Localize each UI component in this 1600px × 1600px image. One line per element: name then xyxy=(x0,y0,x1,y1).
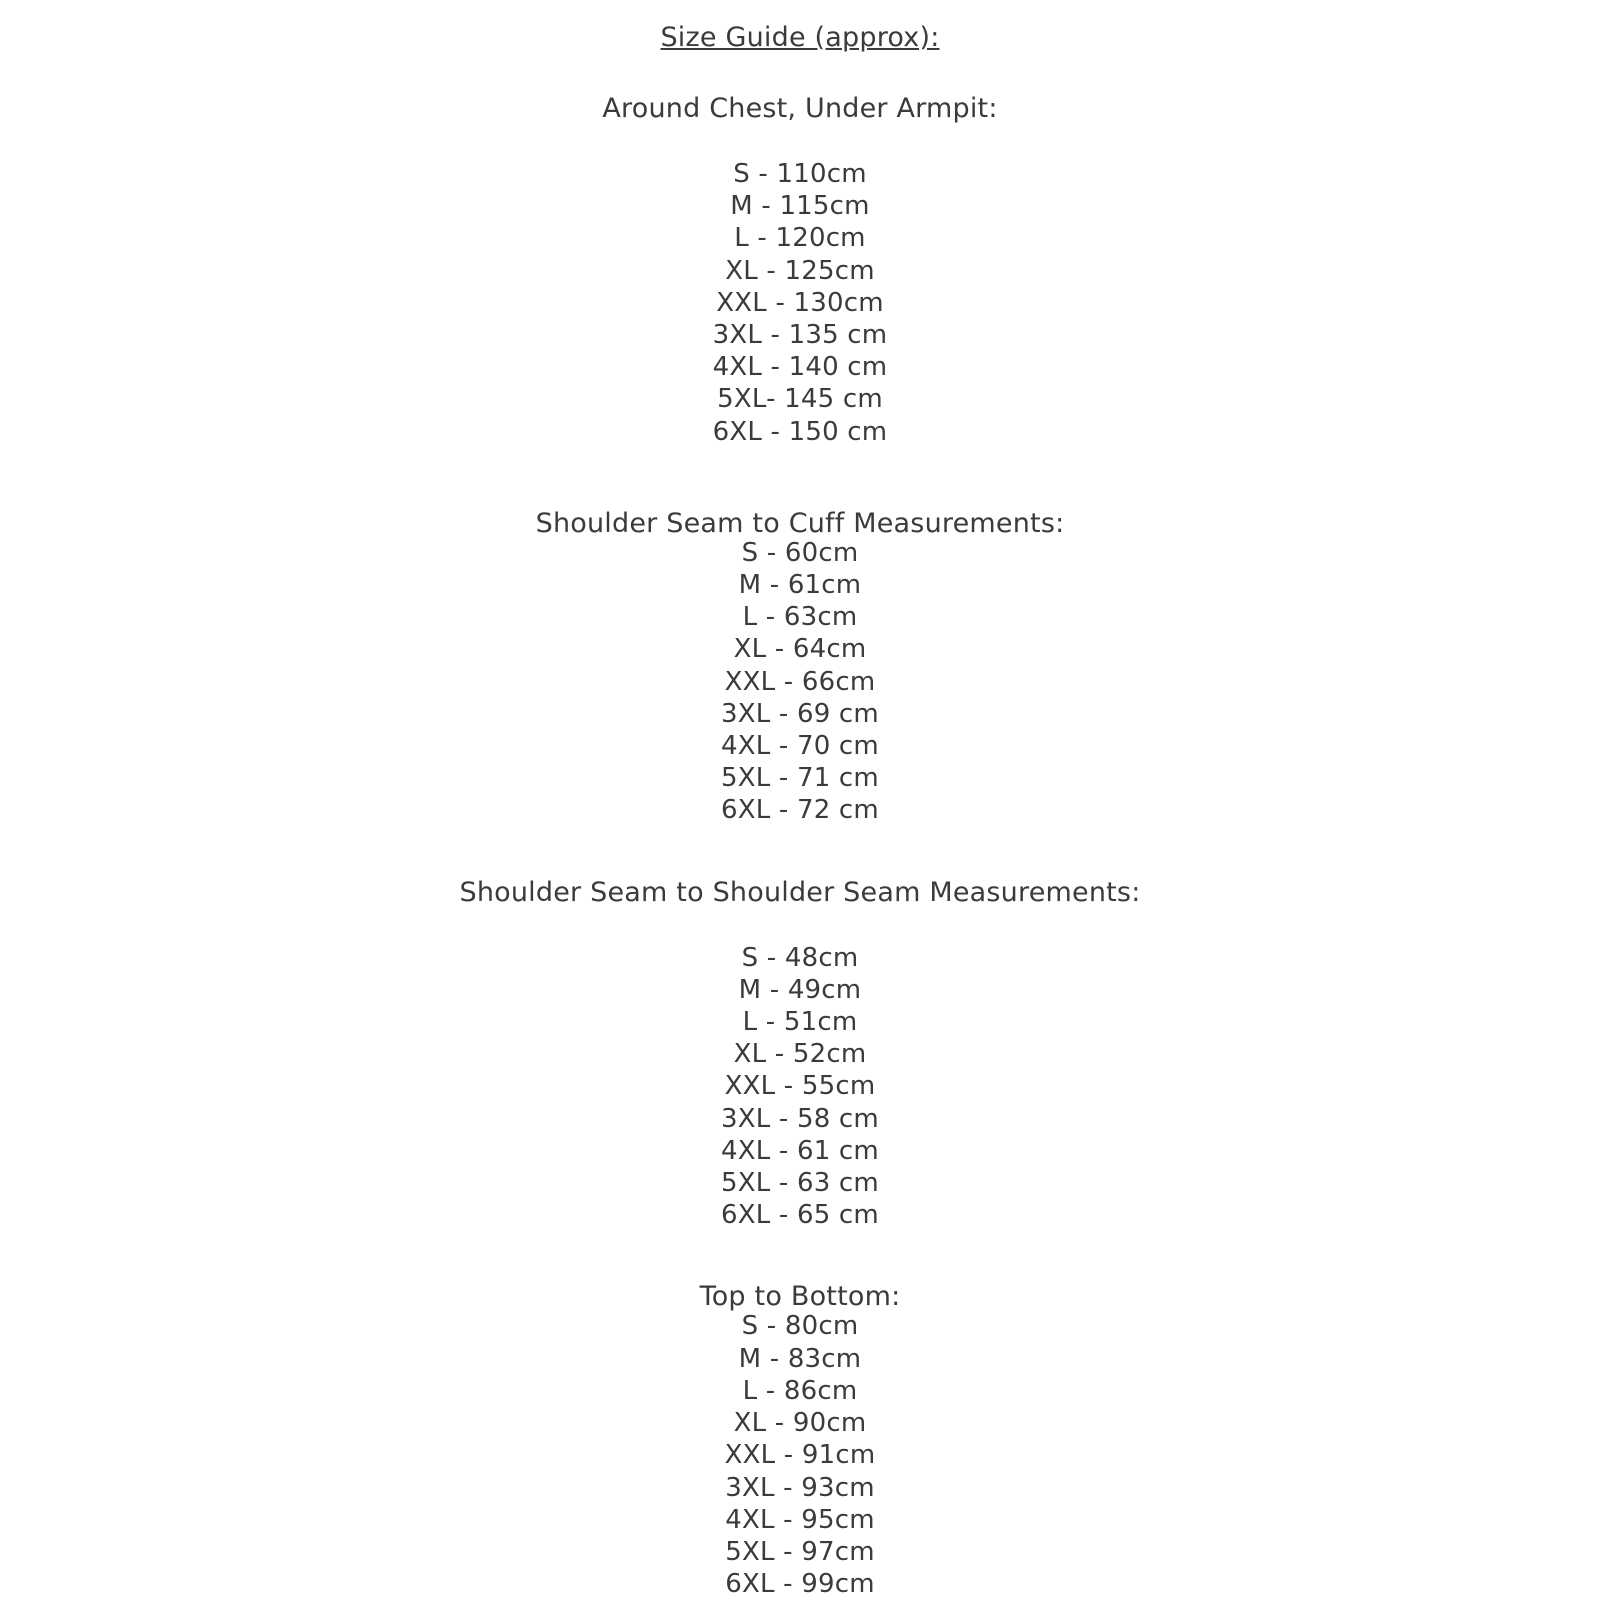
measurement-list xyxy=(0,942,1600,1232)
list-item: 6XL - 72 cm xyxy=(721,795,879,826)
list-item: L - 63cm xyxy=(742,602,858,633)
section-heading: Top to Bottom: xyxy=(699,1281,901,1313)
list-item: 4XL - 140 cm xyxy=(712,352,888,383)
section-heading: Shoulder Seam to Cuff Measurements: xyxy=(535,507,1065,539)
list-item: 3XL - 69 cm xyxy=(721,698,879,729)
list-item: 3XL - 58 cm xyxy=(721,1103,879,1134)
list-item: XL - 52cm xyxy=(733,1039,867,1070)
list-item: 4XL - 95cm xyxy=(725,1504,875,1535)
spacer xyxy=(0,51,1600,95)
list-item: 5XL - 97cm xyxy=(725,1536,875,1567)
section-shoulder-to-shoulder xyxy=(0,876,1600,1232)
list-item: 4XL - 61 cm xyxy=(721,1135,879,1166)
list-item: XL - 125cm xyxy=(725,255,875,286)
list-item: XXL - 130cm xyxy=(716,287,884,318)
list-item: 3XL - 93cm xyxy=(725,1472,875,1503)
list-item: XL - 90cm xyxy=(733,1408,867,1439)
list-item: S - 60cm xyxy=(741,537,859,568)
list-item: S - 48cm xyxy=(741,942,859,973)
list-item: S - 110cm xyxy=(733,159,867,189)
list-item: M - 61cm xyxy=(738,570,862,601)
list-item: XXL - 91cm xyxy=(724,1440,876,1471)
spacer xyxy=(0,1231,1600,1283)
list-item: 3XL - 135 cm xyxy=(712,320,888,351)
list-item: L - 51cm xyxy=(742,1007,858,1038)
list-item: M - 83cm xyxy=(738,1343,862,1374)
list-item: 4XL - 70 cm xyxy=(721,731,879,762)
list-item: 6XL - 65 cm xyxy=(721,1200,879,1231)
spacer xyxy=(0,906,1600,942)
list-item: M - 115cm xyxy=(730,191,870,222)
list-item: L - 86cm xyxy=(742,1375,858,1406)
measurement-list xyxy=(0,1310,1600,1600)
list-item: XXL - 55cm xyxy=(724,1071,876,1102)
list-item: M - 49cm xyxy=(738,974,862,1005)
spacer xyxy=(0,827,1600,879)
spacer xyxy=(0,122,1600,158)
list-item: L - 120cm xyxy=(734,223,866,254)
spacer xyxy=(0,448,1600,510)
list-item: 5XL - 63 cm xyxy=(721,1168,879,1199)
list-item: XL - 64cm xyxy=(733,634,867,665)
list-item: 6XL - 99cm xyxy=(725,1569,875,1600)
section-shoulder-to-cuff xyxy=(0,507,1600,827)
measurement-list xyxy=(0,537,1600,827)
measurement-list xyxy=(0,158,1600,448)
section-top-to-bottom xyxy=(0,1283,1600,1600)
section-chest xyxy=(0,95,1600,448)
list-item: 5XL - 71 cm xyxy=(721,763,879,794)
section-heading: Shoulder Seam to Shoulder Seam Measurements: xyxy=(459,876,1141,908)
section-heading: Around Chest, Under Armpit: xyxy=(602,93,998,124)
list-item: 6XL - 150 cm xyxy=(712,416,888,447)
list-item: 5XL- 145 cm xyxy=(717,384,883,415)
list-item: S - 80cm xyxy=(741,1311,859,1342)
list-item: XXL - 66cm xyxy=(724,666,876,697)
page-title: Size Guide (approx): xyxy=(660,22,940,53)
